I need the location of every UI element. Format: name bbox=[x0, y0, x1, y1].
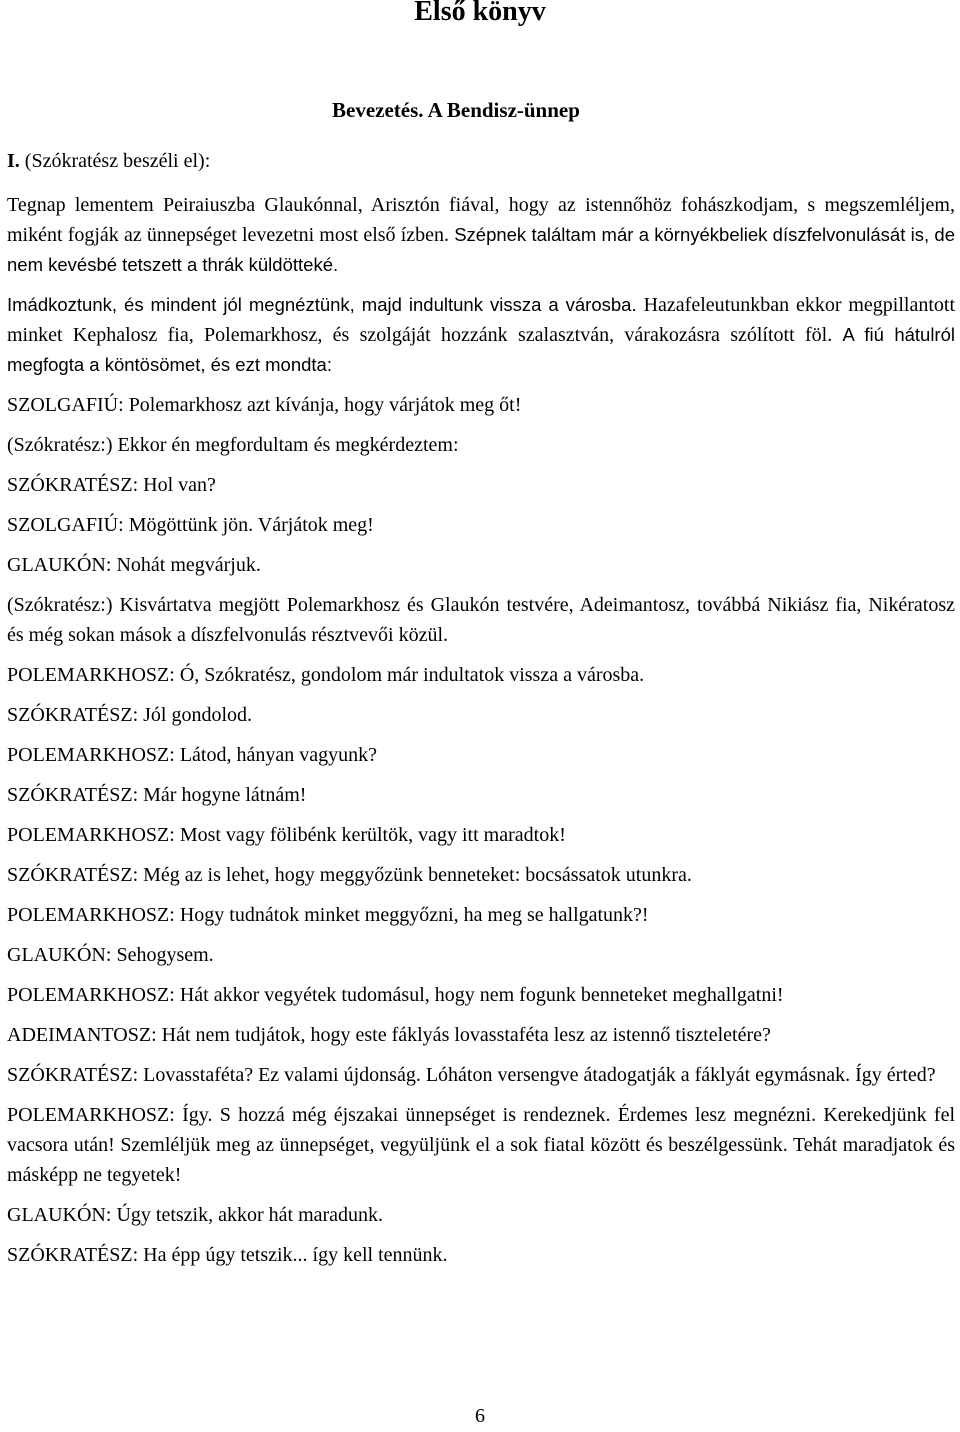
dialogue-text: Most vagy fölibénk kerültök, vagy itt maradtok! bbox=[179, 824, 566, 846]
speaker-name: GLAUKÓN bbox=[7, 944, 106, 966]
speaker-name: SZÓKRATÉSZ bbox=[7, 784, 133, 806]
speaker-name: SZOLGAFIÚ bbox=[7, 514, 119, 536]
paragraph-text: Hazafeleutunkban ekkor megpillantott minket Kephalosz fia, Polemarkhosz, és szolgáját hozzánk szalasztván, várakozásra szólított föl. bbox=[7, 294, 955, 346]
speaker-separator: : bbox=[132, 864, 144, 886]
dialogue-line bbox=[7, 860, 955, 890]
narrative-paragraph bbox=[7, 190, 955, 280]
dialogue-line bbox=[7, 660, 955, 690]
speaker-separator: : bbox=[105, 944, 117, 966]
dialogue-line bbox=[7, 550, 955, 580]
dialogue-text: Így. S hozzá még éjszakai ünnepséget is rendeznek. Érdemes lesz megnézni. Kerekedjünk fel vacsora után! Szemléljük meg az ünnepséget, vegyüljünk el a sok fiatal között és beszélgessünk. Tehát maradjatok és másképp ne tegyetek! bbox=[7, 1104, 956, 1186]
dialogue-text: Ha épp úgy tetszik... így kell tennünk. bbox=[143, 1244, 448, 1266]
dialogue-line bbox=[7, 510, 955, 540]
section-heading bbox=[7, 147, 210, 175]
speaker-name: SZÓKRATÉSZ bbox=[7, 1244, 133, 1266]
dialogue-line bbox=[7, 1100, 955, 1190]
dialogue-text: Hát akkor vegyétek tudomásul, hogy nem fogunk benneteket meghallgatni! bbox=[179, 984, 784, 1006]
speaker-separator: : bbox=[132, 784, 144, 806]
dialogue-text: Hogy tudnátok minket meggyőzni, ha meg se hallgatunk?! bbox=[179, 904, 649, 926]
dialogue-line bbox=[7, 940, 955, 970]
speaker-separator: : bbox=[132, 474, 144, 496]
chapter-title: Bevezetés. A Bendisz-ünnep bbox=[332, 98, 580, 122]
dialogue-line bbox=[7, 700, 955, 730]
speaker-name: GLAUKÓN bbox=[7, 554, 106, 576]
speaker-separator: : bbox=[132, 704, 144, 726]
paragraph-text: Imádkoztunk, és mindent jól megnéztünk, majd indultunk vissza a városba. bbox=[7, 294, 644, 315]
speaker-separator: : bbox=[169, 984, 180, 1006]
dialogue-list bbox=[7, 390, 955, 1270]
paragraph-text: Szépnek találtam már a környékbeliek díszfelvonulását is, de nem kevésbé tetszett a thrák küldötteké. bbox=[7, 224, 955, 275]
dialogue-line bbox=[7, 590, 955, 650]
dialogue-text: Hol van? bbox=[143, 474, 216, 496]
speaker-name: POLEMARKHOSZ bbox=[7, 824, 170, 846]
speaker-name: SZÓKRATÉSZ bbox=[7, 1064, 133, 1086]
dialogue-line bbox=[7, 1060, 955, 1090]
speaker-separator: : bbox=[169, 904, 180, 926]
section-heading-text: (Szókratész beszéli el): bbox=[24, 150, 211, 172]
speaker-name: (Szókratész:) bbox=[7, 594, 113, 616]
dialogue-text: Még az is lehet, hogy meggyőzünk benneteket: bocsássatok utunkra. bbox=[143, 864, 692, 886]
speaker-separator: : bbox=[118, 514, 129, 536]
dialogue-line bbox=[7, 430, 955, 460]
book-title: Első könyv bbox=[414, 0, 546, 27]
dialogue-text: Mögöttünk jön. Várjátok meg! bbox=[128, 514, 374, 536]
dialogue-line bbox=[7, 820, 955, 850]
dialogue-text: Úgy tetszik, akkor hát maradunk. bbox=[116, 1204, 384, 1226]
dialogue-line bbox=[7, 1240, 955, 1270]
speaker-separator: : bbox=[105, 1204, 117, 1226]
page-number: 6 bbox=[475, 1405, 485, 1427]
speaker-separator: : bbox=[151, 1024, 162, 1046]
speaker-separator: : bbox=[169, 1104, 183, 1126]
dialogue-text: Sehogysem. bbox=[116, 944, 214, 966]
dialogue-text: Hát nem tudjátok, hogy este fáklyás lovasstaféta lesz az istennő tiszteletére? bbox=[161, 1024, 771, 1046]
dialogue-line bbox=[7, 1020, 955, 1050]
dialogue-text: Nohát megvárjuk. bbox=[116, 554, 261, 576]
speaker-name: ADEIMANTOSZ bbox=[7, 1024, 152, 1046]
speaker-name: SZÓKRATÉSZ bbox=[7, 474, 133, 496]
dialogue-line bbox=[7, 740, 955, 770]
dialogue-text: Polemarkhosz azt kívánja, hogy várjátok meg őt! bbox=[128, 394, 522, 416]
dialogue-text: Lovasstaféta? Ez valami újdonság. Lóháton versengve átadogatják a fáklyát egymásnak. Így érted? bbox=[143, 1064, 936, 1086]
section-number: I. bbox=[7, 150, 20, 172]
dialogue-line bbox=[7, 1200, 955, 1230]
dialogue-text: Ó, Szókratész, gondolom már indultatok vissza a városba. bbox=[179, 664, 645, 686]
dialogue-line bbox=[7, 780, 955, 810]
speaker-separator: : bbox=[132, 1064, 144, 1086]
dialogue-line bbox=[7, 900, 955, 930]
narrative-paragraph bbox=[7, 290, 955, 380]
dialogue-line bbox=[7, 980, 955, 1010]
dialogue-line bbox=[7, 470, 955, 500]
dialogue-text: Jól gondolod. bbox=[143, 704, 253, 726]
speaker-name: GLAUKÓN bbox=[7, 1204, 106, 1226]
speaker-separator: : bbox=[118, 394, 129, 416]
speaker-name: POLEMARKHOSZ bbox=[7, 984, 170, 1006]
speaker-name: (Szókratész:) bbox=[7, 434, 113, 456]
speaker-name: POLEMARKHOSZ bbox=[7, 904, 170, 926]
dialogue-text: Ekkor én megfordultam és megkérdeztem: bbox=[117, 434, 459, 456]
paragraph-text: Tegnap lementem Peiraiuszba Glaukónnal, Arisztón fiával, hogy az istennőhöz fohászkodjam, s megszemléljem, miként fogják az ünnepséget levezetni most első ízben. bbox=[7, 194, 955, 246]
dialogue-text: Kisvártatva megjött Polemarkhosz és Glaukón testvére, Adeimantosz, továbbá Nikiász fia, Nikératosz és még sokan mások a díszfelvonulás résztvevői közül. bbox=[7, 594, 955, 646]
document-body bbox=[7, 190, 955, 1280]
speaker-name: SZOLGAFIÚ bbox=[7, 394, 119, 416]
speaker-separator: : bbox=[132, 1244, 144, 1266]
speaker-name: POLEMARKHOSZ bbox=[7, 744, 170, 766]
speaker-separator: : bbox=[169, 664, 180, 686]
speaker-name: SZÓKRATÉSZ bbox=[7, 704, 133, 726]
speaker-separator: : bbox=[169, 824, 180, 846]
dialogue-text: Már hogyne látnám! bbox=[143, 784, 307, 806]
speaker-name: POLEMARKHOSZ bbox=[7, 1104, 170, 1126]
speaker-separator: : bbox=[105, 554, 117, 576]
speaker-name: SZÓKRATÉSZ bbox=[7, 864, 133, 886]
speaker-separator: : bbox=[169, 744, 180, 766]
speaker-name: POLEMARKHOSZ bbox=[7, 664, 170, 686]
dialogue-text: Látod, hányan vagyunk? bbox=[179, 744, 377, 766]
dialogue-line bbox=[7, 390, 955, 420]
paragraph-text: A fiú hátulról megfogta a köntösömet, és ezt mondta: bbox=[7, 324, 955, 375]
